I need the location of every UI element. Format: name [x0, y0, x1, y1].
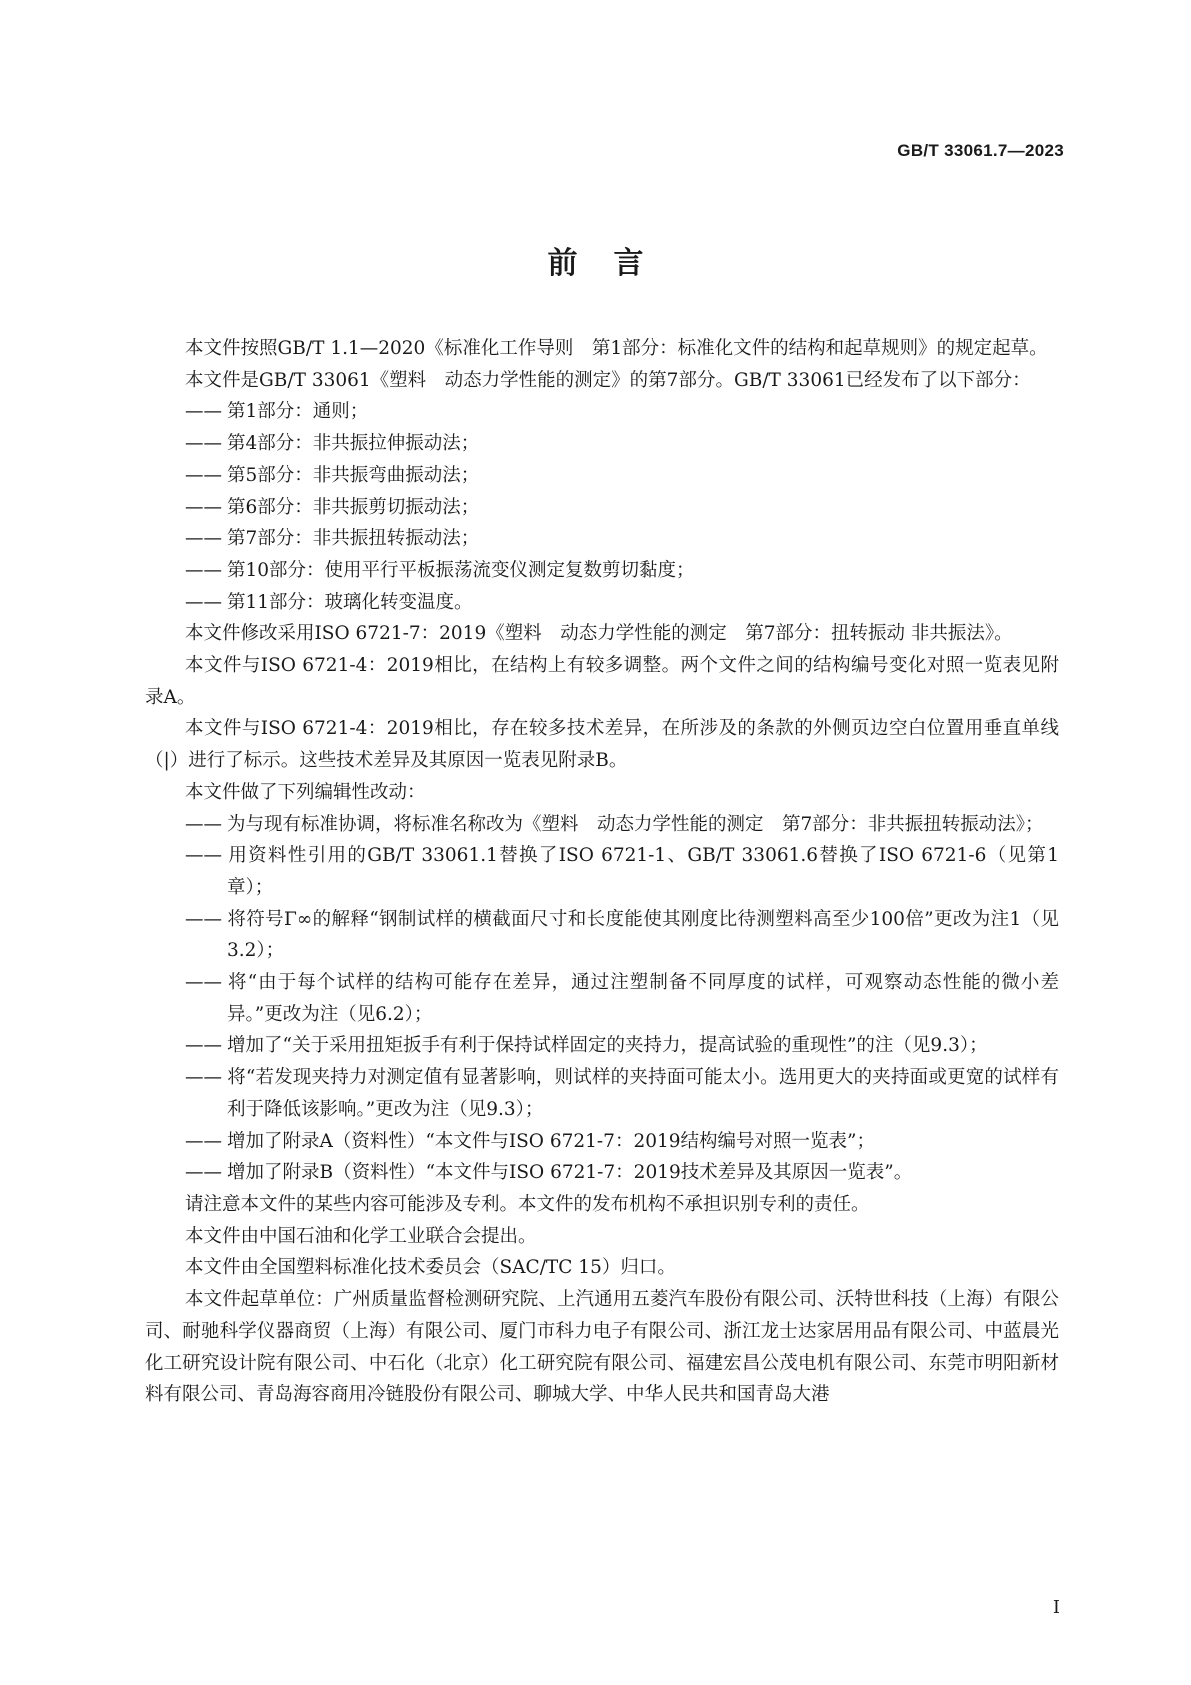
- list-item: —— 增加了附录B（资料性）“本文件与ISO 6721-7：2019技术差异及其原因一览表”。: [185, 1162, 913, 1184]
- list-item: —— 第6部分：非共振剪切振动法；: [185, 496, 480, 518]
- parts-list: [145, 396, 1059, 618]
- paragraph-drafting-rules: 本文件按照GB/T 1.1—2020《标准化工作导则 第1部分：标准化文件的结构和起草规则》的规定起草。: [185, 338, 1048, 359]
- list-item: —— 为与现有标准协调，将标准名称改为《塑料 动态力学性能的测定 第7部分：非共振扭转振动法》；: [185, 813, 1044, 835]
- paragraph-technical-differences: 本文件与ISO 6721-4：2019相比，存在较多技术差异，在所涉及的条款的外侧页边空白位置用垂直单线（|）进行了标示。这些技术差异及其原因一览表见附录B。: [145, 718, 1059, 772]
- page-number: I: [1052, 1597, 1060, 1618]
- paragraph-proposer: 本文件由中国石油和化学工业联合会提出。: [185, 1225, 537, 1247]
- paragraph-editorial-intro: 本文件做了下列编辑性改动：: [185, 781, 426, 803]
- page-title: 前言: [547, 246, 680, 281]
- list-item: —— 将“由于每个试样的结构可能存在差异，通过注塑制备不同厚度的试样，可观察动态性能的微小差异。”更改为注（见6.2）；: [185, 972, 1059, 1025]
- paragraph-patent-notice: 请注意本文件的某些内容可能涉及专利。本文件的发布机构不承担识别专利的责任。: [185, 1193, 870, 1215]
- list-item: —— 第11部分：玻璃化转变温度。: [185, 591, 473, 613]
- paragraph-technical-committee: 本文件由全国塑料标准化技术委员会（SAC/TC 15）归口。: [185, 1257, 676, 1279]
- list-item: —— 增加了附录A（资料性）“本文件与ISO 6721-7：2019结构编号对照一览表”；: [185, 1130, 875, 1152]
- document-body: [145, 333, 1059, 1411]
- paragraph-drafting-units: 本文件起草单位：广州质量监督检测研究院、上汽通用五菱汽车股份有限公司、沃特世科技（上海）有限公司、耐驰科学仪器商贸（上海）有限公司、厦门市科力电子有限公司、浙江龙士达家居用品有限公司、中蓝晨光化工研究设计院有限公司、中石化（北京）化工研究院有限公司、福建宏昌公茂电机有限公司、东莞市明阳新材料有限公司、青岛海容商用冷链股份有限公司、聊城大学、中华人民共和国青岛大港: [145, 1289, 1059, 1406]
- list-item: —— 增加了“关于采用扭矩扳手有利于保持试样固定的夹持力，提高试验的重现性”的注（见9.3）；: [185, 1035, 988, 1057]
- list-item: —— 第10部分：使用平行平板振荡流变仪测定复数剪切黏度；: [185, 559, 695, 581]
- list-item: —— 用资料性引用的GB/T 33061.1替换了ISO 6721-1、GB/T 33061.6替换了ISO 6721-6（见第1章）；: [185, 845, 1059, 898]
- list-item: —— 将“若发现夹持力对测定值有显著影响，则试样的夹持面可能太小。选用更大的夹持面或更宽的试样有利于降低该影响。”更改为注（见9.3）；: [185, 1067, 1059, 1120]
- list-item: —— 将符号Γ∞的解释“钢制试样的横截面尺寸和长度能使其刚度比待测塑料高至少100倍”更改为注1（见3.2）；: [185, 908, 1059, 962]
- list-item: —— 第5部分：非共振弯曲振动法；: [185, 464, 480, 486]
- list-item: —— 第4部分：非共振拉伸振动法；: [185, 433, 480, 455]
- paragraph-series-intro: 本文件是GB/T 33061《塑料 动态力学性能的测定》的第7部分。GB/T 33061已经发布了以下部分：: [185, 369, 1031, 391]
- editorial-changes-list: [145, 809, 1059, 1189]
- list-item: —— 第1部分：通则；: [185, 401, 369, 423]
- paragraph-adoption: 本文件修改采用ISO 6721-7：2019《塑料 动态力学性能的测定 第7部分：扭转振动 非共振法》。: [185, 623, 1013, 645]
- paragraph-structure-changes: 本文件与ISO 6721-4：2019相比，在结构上有较多调整。两个文件之间的结构编号变化对照一览表见附录A。: [145, 655, 1059, 708]
- list-item: —— 第7部分：非共振扭转振动法；: [185, 528, 480, 550]
- standard-code: GB/T 33061.7—2023: [897, 141, 1064, 160]
